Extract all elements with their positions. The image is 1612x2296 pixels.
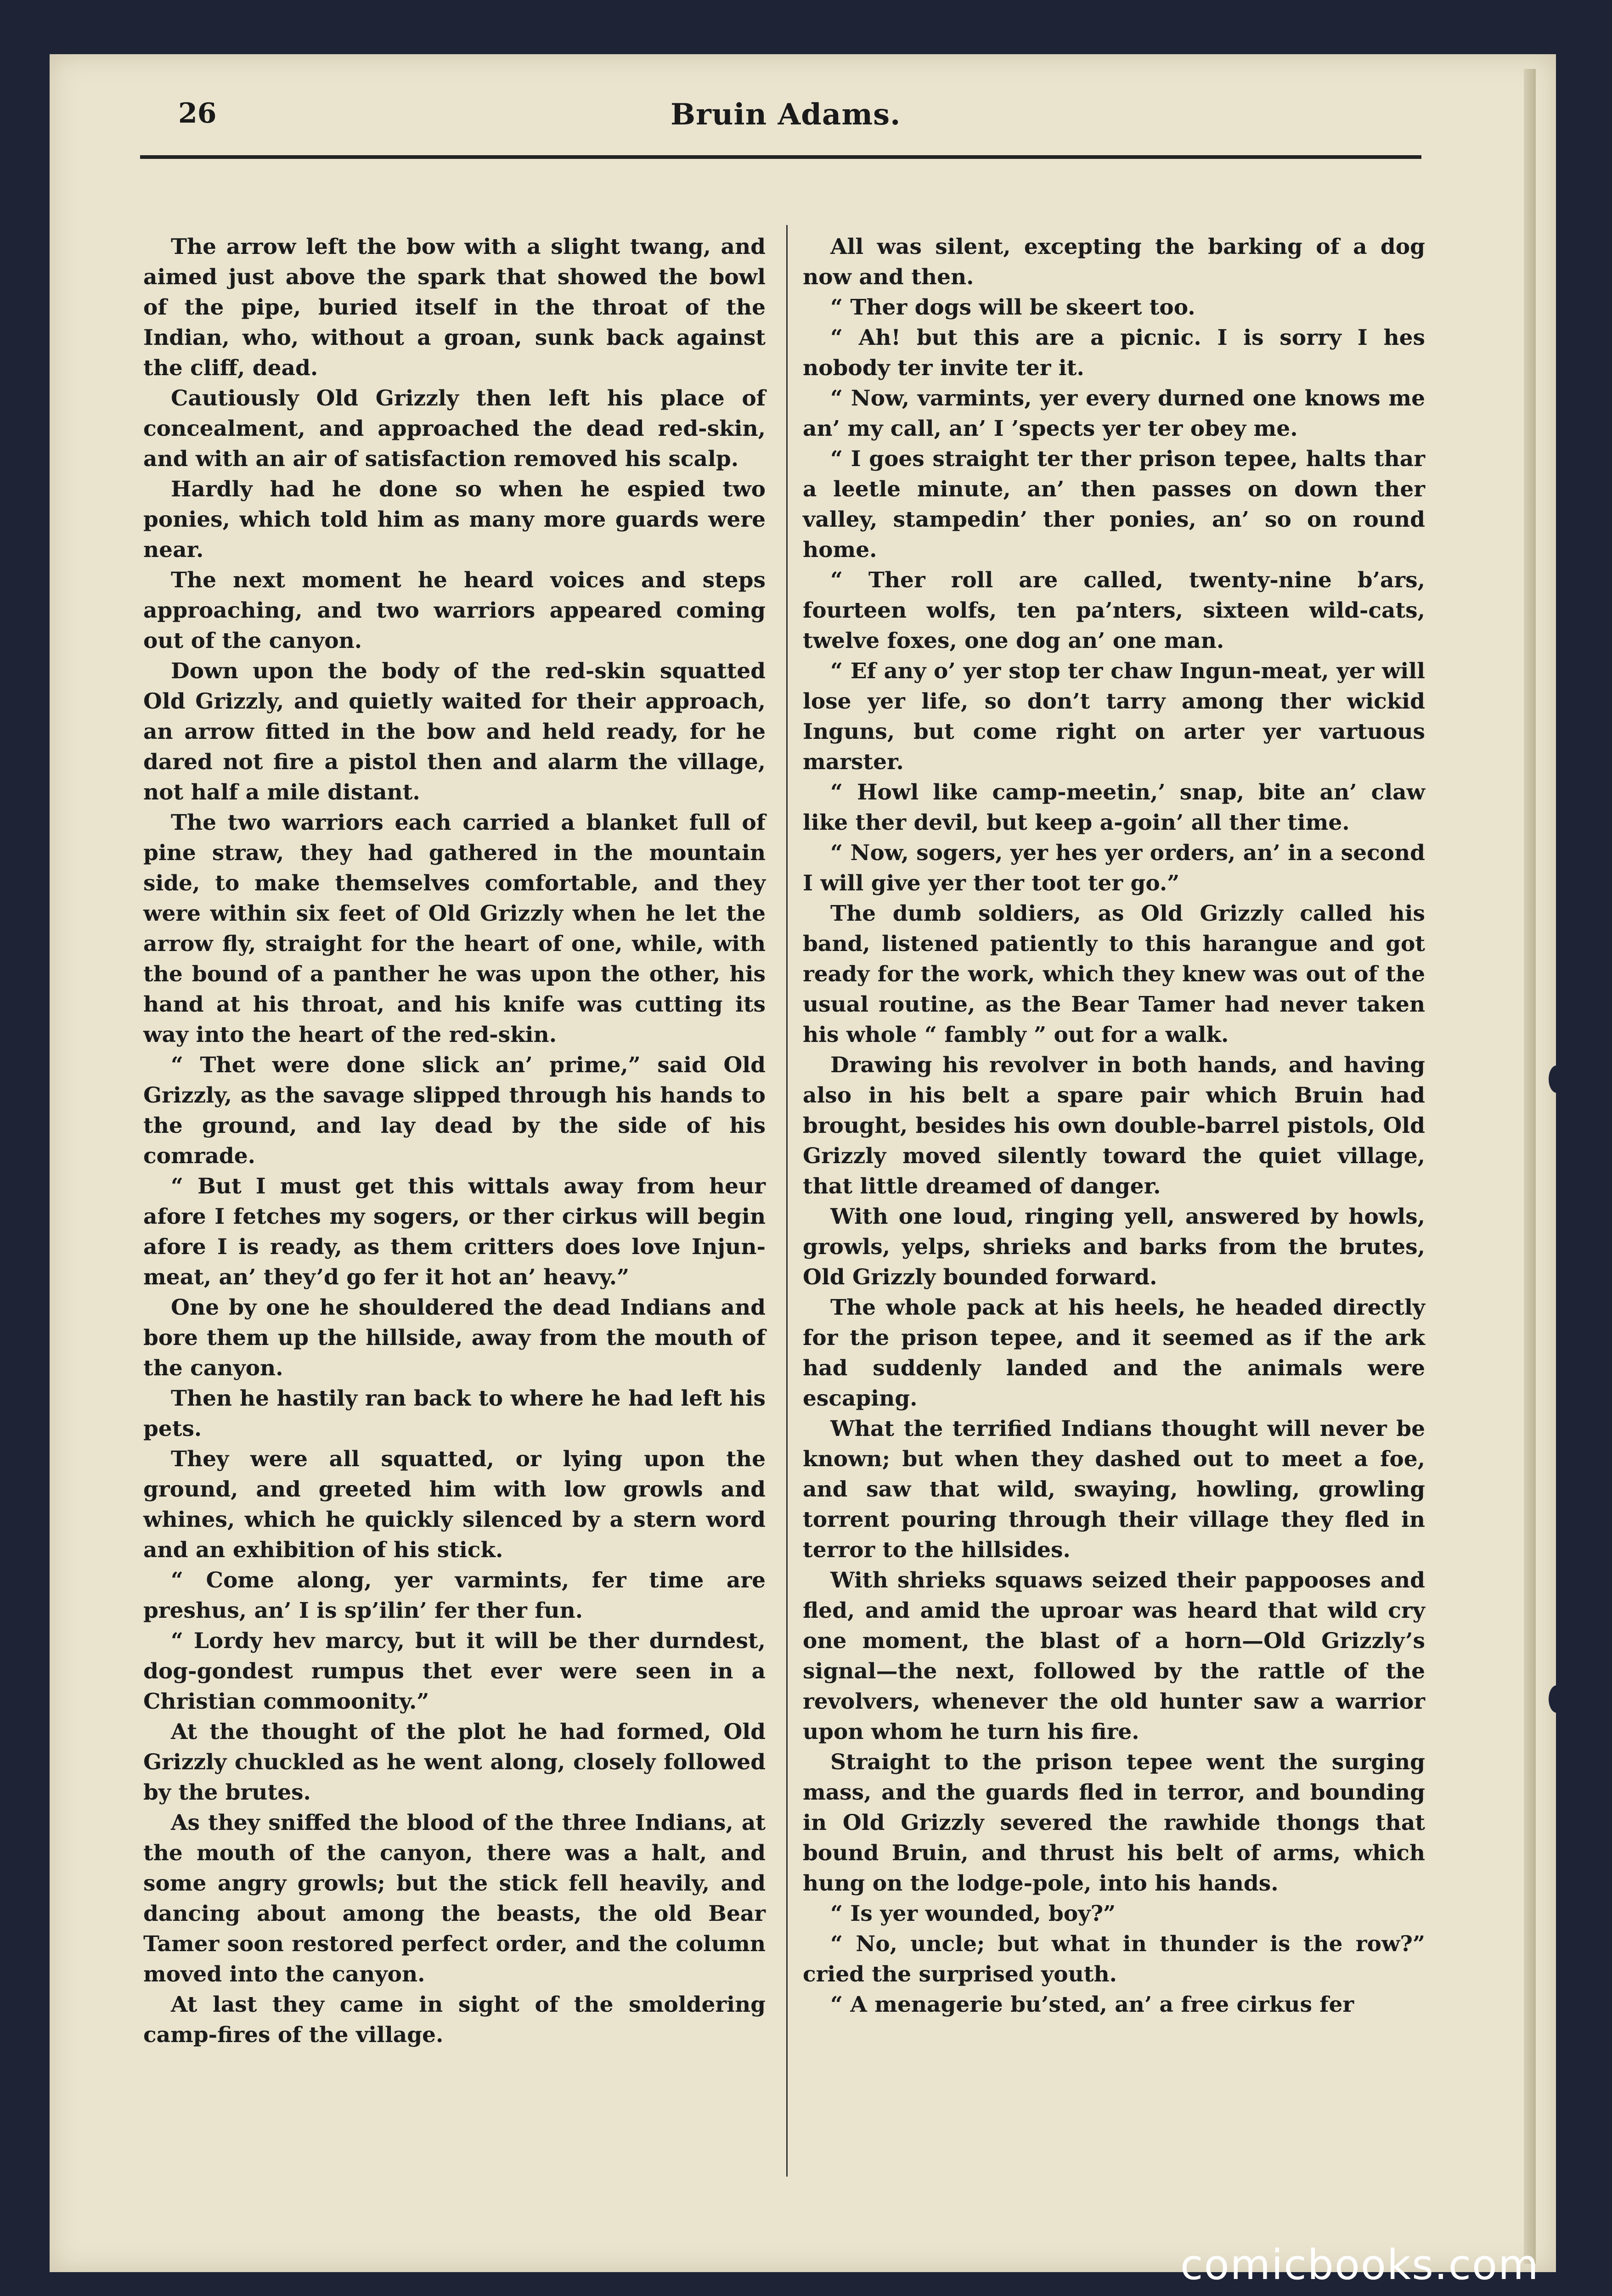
paragraph: Straight to the prison tepee went the surging mass, and the guards fled in terror, and bounding in Old Grizzly severed the rawhide thongs that bound Bruin, and thrust his belt of arms, which hung on the lodge-pole, into his hands. (803, 1750, 1425, 1896)
running-title: Bruin Adams. (671, 97, 901, 132)
binding-staple (1549, 1685, 1565, 1713)
paragraph: “ No, uncle; but what in thunder is the row?” cried the surprised youth. (803, 1931, 1425, 1987)
right-text-column (803, 232, 1425, 2020)
paragraph: With one loud, ringing yell, answered by howls, growls, yelps, shrieks and barks from the brutes, Old Grizzly bounded forward. (803, 1204, 1425, 1290)
paragraph: “ Thet were done slick an’ prime,” said Old Grizzly, as the savage slipped through his hands to the ground, and lay dead by the side of his comrade. (143, 1052, 766, 1169)
paragraph: All was silent, excepting the barking of a dog now and then. (803, 234, 1425, 290)
paragraph: “ Ther roll are called, twenty-nine b’ars, fourteen wolfs, ten pa’nters, sixteen wild-cats, twelve foxes, one dog an’ one man. (803, 568, 1425, 653)
paragraph: The arrow left the bow with a slight twang, and aimed just above the spark that showed the bowl of the pipe, buried itself in the throat of the Indian, who, without a groan, sunk back against the cliff, dead. (143, 234, 766, 381)
paragraph: Hardly had he done so when he espied two ponies, which told him as many more guards were near. (143, 477, 766, 563)
paragraph: Down upon the body of the red-skin squatted Old Grizzly, and quietly waited for their approach, an arrow fitted in the bow and held ready, for he dared not fire a pistol then and alarm the village, not half a mile distant. (143, 658, 766, 805)
paragraph: “ I goes straight ter ther prison tepee, halts thar a leetle minute, an’ then passes on down ther valley, stampedin’ ther ponies, an’ so on round home. (803, 446, 1425, 563)
paragraph: They were all squatted, or lying upon the ground, and greeted him with low growls and whines, which he quickly silenced by a stern word and an exhibition of his stick. (143, 1446, 766, 1563)
header-rule (140, 155, 1421, 159)
paragraph: Drawing his revolver in both hands, and having also in his belt a spare pair which Bruin had brought, besides his own double-barrel pistols, Old Grizzly moved silently toward the quiet village, that little dreamed of danger. (803, 1052, 1425, 1199)
site-watermark: comicbooks.com (1180, 2241, 1539, 2289)
paragraph: “ But I must get this wittals away from heur afore I fetches my sogers, or ther cirkus will begin afore I is ready, as them critters does love Injun-meat, an’ they’d go fer it hot an’ heavy.” (143, 1174, 766, 1290)
paragraph: One by one he shouldered the dead Indians and bore them up the hillside, away from the mouth of the canyon. (143, 1295, 766, 1381)
paragraph: Cautiously Old Grizzly then left his place of concealment, and approached the dead red-skin, and with an air of satisfaction removed his scalp. (143, 386, 766, 472)
paragraph: The two warriors each carried a blanket full of pine straw, they had gathered in the mountain side, to make themselves comfortable, and they were within six feet of Old Grizzly when he let the arrow fly, straight for the heart of one, while, with the bound of a panther he was upon the other, his hand at his throat, and his knife was cutting its way into the heart of the red-skin. (143, 810, 766, 1047)
paragraph: “ Now, varmints, yer every durned one knows me an’ my call, an’ I ’spects yer ter obey me. (803, 386, 1425, 441)
paragraph: “ Ef any o’ yer stop ter chaw Ingun-meat, yer will lose yer life, so don’t tarry among ther wickid Inguns, but come right on arter yer vartuous marster. (803, 658, 1425, 775)
paragraph: “ Ther dogs will be skeert too. (830, 295, 1195, 320)
paragraph: “ Is yer wounded, boy?” (830, 1901, 1116, 1926)
paragraph: At last they came in sight of the smoldering camp-fires of the village. (143, 1992, 766, 2048)
paragraph: “ Howl like camp-meetin,’ snap, bite an’ claw like ther devil, but keep a-goin’ all ther time. (803, 780, 1425, 835)
paragraph: “ Lordy hev marcy, but it will be ther durndest, dog-gondest rumpus thet ever were seen in a Christian commoonity.” (143, 1628, 766, 1714)
paragraph: At the thought of the plot he had formed, Old Grizzly chuckled as he went along, closely followed by the brutes. (143, 1719, 766, 1805)
paragraph: With shrieks squaws seized their pappooses and fled, and amid the uproar was heard that wild cry one moment, the blast of a horn—Old Grizzly’s signal—the next, followed by the rattle of the revolvers, whenever the old hunter saw a warrior upon whom he turn his fire. (803, 1568, 1425, 1745)
paragraph: As they sniffed the blood of the three Indians, at the mouth of the canyon, there was a halt, and some angry growls; but the stick fell heavily, and dancing about among the beasts, the old Bear Tamer soon restored perfect order, and the column moved into the canyon. (143, 1810, 766, 1987)
paragraph: The next moment he heard voices and steps approaching, and two warriors appeared coming out of the canyon. (143, 568, 766, 653)
page-number: 26 (178, 97, 217, 129)
binding-staple (1558, 216, 1574, 243)
paragraph: The whole pack at his heels, he headed directly for the prison tepee, and it seemed as if the ark had suddenly landed and the animals were escaping. (803, 1295, 1425, 1411)
paragraph: “ A menagerie bu’sted, an’ a free cirkus fer (830, 1992, 1354, 2017)
paragraph: The dumb soldiers, as Old Grizzly called his band, listened patiently to this harangue and got ready for the work, which they knew was out of the usual routine, as the Bear Tamer had never taken his whole “ fambly ” out for a walk. (803, 901, 1425, 1047)
paragraph: “ Now, sogers, yer hes yer orders, an’ in a second I will give yer ther toot ter go.” (803, 840, 1425, 896)
left-text-column (143, 232, 766, 2050)
paragraph: Then he hastily ran back to where he had left his pets. (143, 1386, 766, 1441)
binding-staple (1549, 1065, 1565, 1093)
paragraph: “ Ah! but this are a picnic. I is sorry I hes nobody ter invite ter it. (803, 325, 1425, 381)
column-divider (786, 225, 788, 2177)
paragraph: What the terrified Indians thought will never be known; but when they dashed out to meet a foe, and saw that wild, swaying, howling, growling torrent pouring through their village they fled in terror to the hillsides. (803, 1416, 1425, 1563)
paragraph: “ Come along, yer varmints, fer time are preshus, an’ I is sp’ilin’ fer ther fun. (143, 1568, 766, 1623)
page-spine-edge (1524, 69, 1536, 2264)
